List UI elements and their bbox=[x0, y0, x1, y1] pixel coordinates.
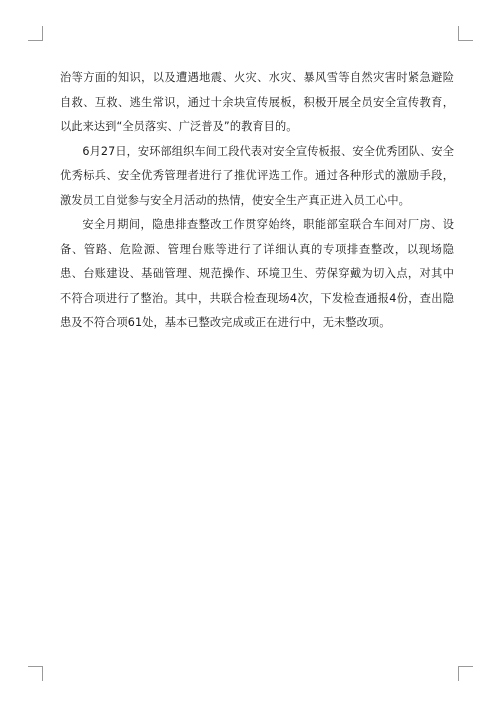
crop-mark-bottom-right bbox=[458, 666, 473, 681]
paragraph-hazard-inspection: 安全月期间，隐患排查整改工作贯穿始终，职能部室联合车间对厂房、设备、管路、危险源、管理台账等进行了详细认真的专项排查整改，以现场隐患、台账建设、基础管理、规范操作、环境卫生、劳保穿戴为切入点，对其中不符合项进行了整治。其中，共联合检查现场4次，下发检查通报4份，查出隐患及不符合项61处，基本已整改完成或正在进行中，无未整改项。 bbox=[60, 218, 454, 329]
paragraph-evaluation: 6月27日，安环部组织车间工段代表对安全宣传板报、安全优秀团队、安全优秀标兵、安全优秀管理者进行了推优评选工作。通过各种形式的激励手段，激发员工自觉参与安全月活动的热情，使安全生产真正进入员工心中。 bbox=[60, 144, 454, 207]
document-body bbox=[60, 66, 454, 336]
crop-mark-bottom-left bbox=[28, 666, 43, 681]
paragraph-continued: 治等方面的知识，以及遭遇地震、火灾、水灾、暴风雪等自然灾害时紧急避险自救、互救、逃生常识，通过十余块宣传展板，积极开展全员安全宣传教育，以此来达到“全员落实、广泛普及”的教育目的。 bbox=[60, 71, 454, 133]
crop-mark-top-left bbox=[28, 26, 43, 41]
crop-mark-top-right bbox=[458, 26, 473, 41]
